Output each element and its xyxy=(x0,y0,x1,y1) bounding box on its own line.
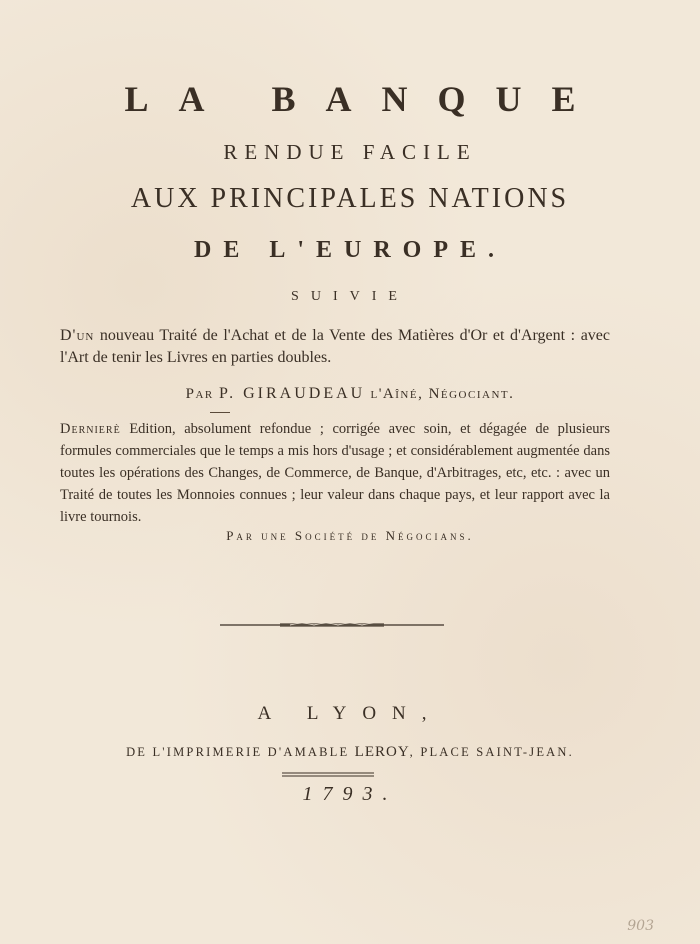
printer-pre: DE L'IMPRIMERIE D'AMABLE xyxy=(126,745,350,759)
short-dash xyxy=(210,412,230,413)
ornamental-rule xyxy=(220,621,444,629)
double-rule xyxy=(282,772,374,777)
printer-post: , PLACE SAINT-JEAN. xyxy=(409,745,574,759)
suivie-label: SUIVIE xyxy=(291,289,409,304)
edition-text: Edition, absolument refondue ; corrigée avec soin, et dégagée de plusieurs formules commerciales que le temps a mis hors d'usage ; et considérablement augmentée dans toutes les opérations des Changes, de Commerce, de Banque, d'Arbitrages, etc, etc. : avec un Traité de toutes les Monnoies connues ; leur valeur dans chaque pays, et leur rapport avec la livre tournois. xyxy=(60,421,610,525)
subtitle-paragraph xyxy=(60,325,610,369)
title-line-1: LA BANQUE xyxy=(124,79,606,119)
pencil-annotation: 903 xyxy=(627,918,654,934)
title-line-3: AUX PRINCIPALES NATIONS xyxy=(130,183,570,214)
edition-lead: Dernierè xyxy=(60,421,121,437)
printer-name: LEROY xyxy=(354,744,410,760)
author-rest: l'Aîné, Négociant. xyxy=(370,386,515,402)
subtitle-text: nouveau Traité de l'Achat et de la Vente des Matières d'Or et d'Argent : avec l'Art de tenir les Livres en parties doubles. xyxy=(60,327,610,366)
author-line xyxy=(0,385,700,403)
edition-paragraph xyxy=(60,418,610,528)
printer-line xyxy=(0,744,700,761)
author-name: P. GIRAUDEAU xyxy=(219,385,366,402)
year-line: 1793. xyxy=(302,783,398,805)
society-line: Par une Société de Négocians. xyxy=(226,528,474,543)
subtitle-lead: D'un xyxy=(60,327,95,344)
title-line-2: RENDUE FACILE xyxy=(223,140,477,164)
author-par: Par xyxy=(185,386,214,402)
place-line: A LYON, xyxy=(257,703,443,724)
title-line-4: DE L'EUROPE. xyxy=(193,237,507,263)
